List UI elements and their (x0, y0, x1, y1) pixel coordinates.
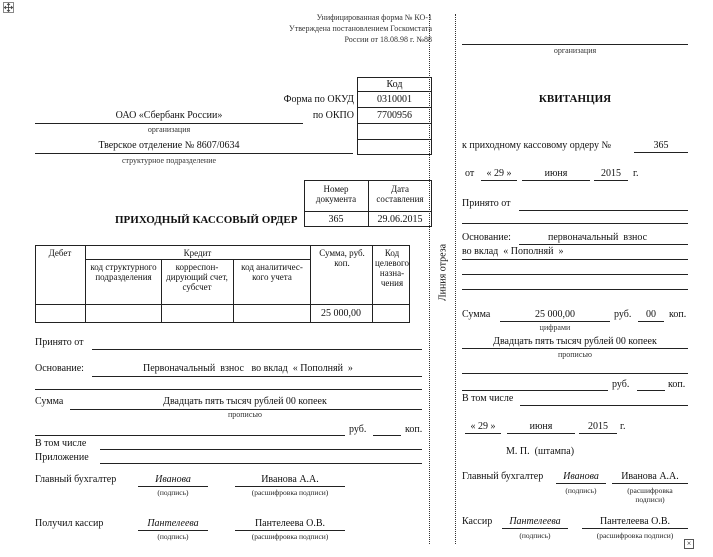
receipt-cashier-name: Пантелеева О.В. (599, 516, 671, 527)
received-from-label: Принято от (35, 337, 84, 348)
sum-value-cell: 25 000,00 (321, 308, 361, 319)
sum-words-caption: прописью (227, 410, 263, 419)
receipt-chief-label: Главный бухгалтер (462, 471, 544, 482)
receipt-year-suffix: г. (633, 168, 639, 179)
receipt-words-caption: прописью (557, 350, 593, 359)
receipt-chief-signature: Иванова (563, 471, 599, 482)
receipt-from: от (465, 168, 475, 179)
receipt-received-from: Принято от (462, 198, 511, 209)
cut-line-label: Линия отреза (437, 243, 449, 302)
cut-line-left (429, 14, 430, 544)
incl-label: В том числе (35, 438, 87, 449)
basis-text: Первоначальный взнос во вклад « Пополняй » (143, 363, 353, 374)
doc-number: 365 (328, 214, 344, 225)
chief-decode-caption: (расшифровка подписи) (251, 488, 329, 497)
sub-code-header: код структурного подразделения (90, 262, 157, 282)
doc-date: 29.06.2015 (377, 214, 423, 225)
receipt-rub: руб. (614, 309, 632, 320)
cell-end-marker-icon: × (684, 539, 694, 549)
kop-label: коп. (405, 424, 423, 435)
cashier-label: Получил кассир (35, 518, 104, 529)
division-caption: структурное подразделение (121, 156, 217, 165)
receipt-digits-caption: цифрами (539, 323, 571, 332)
receipt-rub-2: руб. (612, 379, 630, 390)
receipt-date-day: « 29 » (470, 421, 496, 432)
chief-label: Главный бухгалтер (35, 474, 117, 485)
receipt-basis-line1: первоначальный взнос (548, 232, 648, 243)
receipt-chief-name: Иванова А.А. (621, 471, 679, 482)
okud-code: 0310001 (377, 94, 412, 105)
receipt-kop-value: 00 (646, 309, 656, 320)
receipt-basis-label: Основание: (462, 232, 511, 243)
receipt-org-caption: организация (553, 46, 597, 55)
doc-title: ПРИХОДНЫЙ КАССОВЫЙ ОРДЕР (115, 214, 298, 226)
cashier-decode-caption: (расшифровка подписи) (251, 532, 329, 541)
receipt-date-month: июня (529, 421, 553, 432)
receipt-sum-words: Двадцать пять тысяч рублей 00 копеек (493, 336, 657, 347)
chief-sign-caption: (подпись) (157, 488, 189, 497)
receipt-cashier-decode-caption: (расшифровка подписи) (596, 531, 674, 540)
okud-label: Форма по ОКУД (283, 94, 354, 105)
org-division: Тверское отделение № 8607/0634 (98, 140, 240, 151)
move-anchor-icon[interactable] (3, 2, 14, 13)
receipt-cashier-signature: Пантелеева (509, 516, 561, 527)
rub-label: руб. (349, 424, 367, 435)
receipt-chief-sign-caption: (подпись) (565, 486, 597, 495)
purpose-code-header: Код целевого назна-чения (375, 248, 409, 288)
cut-line-right (455, 14, 456, 544)
debit-header: Дебет (48, 248, 72, 258)
form-header-line3: России от 18.08.98 г. №88 (344, 35, 432, 44)
receipt-kop: коп. (669, 309, 687, 320)
org-name: ОАО «Сбербанк России» (115, 110, 223, 121)
doc-number-header: Номер документа (315, 184, 357, 204)
okpo-label: по ОКПО (312, 110, 354, 121)
sum-header: Сумма, руб. коп. (319, 248, 365, 268)
chief-name: Иванова А.А. (261, 474, 319, 485)
doc-date-header: Дата составления (376, 184, 424, 204)
receipt-date-suffix: г. (620, 421, 626, 432)
receipt-incl-label: В том числе (462, 393, 514, 404)
analytic-code-header: код аналитичес-кого учета (241, 262, 303, 282)
basis-label: Основание: (35, 363, 84, 374)
receipt-kop-2: коп. (668, 379, 686, 390)
receipt-cashier-label: Кассир (462, 516, 493, 527)
chief-signature: Иванова (155, 474, 191, 485)
org-caption: организация (147, 125, 191, 134)
form-header-line1: Унифицированная форма № КО-1 (316, 13, 432, 22)
receipt-cashier-sign-caption: (подпись) (519, 531, 551, 540)
receipt-date-year: 2015 (588, 421, 608, 432)
credit-header: Кредит (183, 248, 212, 258)
sum-words: Двадцать пять тысяч рублей 00 копеек (163, 396, 327, 407)
receipt-order-no: 365 (653, 140, 669, 151)
receipt-stamp: М. П. (штампа) (506, 446, 575, 457)
receipt-sum-digits: 25 000,00 (535, 309, 575, 320)
receipt-basis-line2: во вклад « Пополняй » (462, 246, 564, 257)
receipt-year: 2015 (601, 168, 621, 179)
receipt-to-order: к приходному кассовому ордеру № (462, 140, 612, 151)
receipt-title: КВИТАНЦИЯ (538, 93, 612, 105)
sum-label: Сумма (35, 396, 64, 407)
attach-label: Приложение (35, 452, 89, 463)
codes-title: Код (386, 79, 403, 90)
form-header-line2: Утверждена постановлением Госкомстата (289, 24, 432, 33)
receipt-sum-label: Сумма (462, 309, 491, 320)
cashier-name: Пантелеева О.В. (254, 518, 326, 529)
corr-account-header: корреспон-дирующий счет, субсчет (166, 262, 228, 292)
receipt-month: июня (544, 168, 568, 179)
cashier-sign-caption: (подпись) (157, 532, 189, 541)
okpo-code: 7700956 (377, 110, 412, 121)
receipt-day: « 29 » (486, 168, 512, 179)
cashier-signature: Пантелеева (147, 518, 199, 529)
receipt-chief-decode-caption: (расшифровка подписи) (627, 486, 673, 504)
